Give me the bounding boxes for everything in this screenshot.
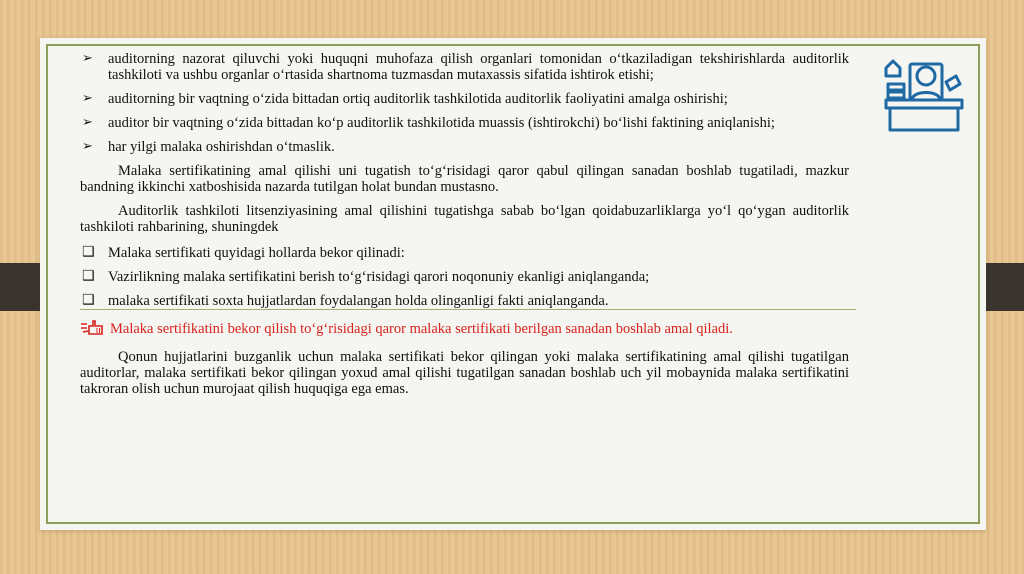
bullet-text: malaka sertifikati soxta hujjatlardan foydalangan holda olinganligi fakti aniqlanganda. [108, 293, 609, 309]
office-worker-desk-icon [882, 54, 964, 132]
paragraph-1: Malaka sertifikatining amal qilishi uni tugatish to‘g‘risidagi qaror qabul qilingan sanadan boshlab tugatiladi, mazkur bandning ikkinchi xatboshisida nazarda tutilgan holat bundan mustasno. [80, 163, 849, 195]
slide-content [80, 51, 849, 397]
square-bullet-icon: ❑ [82, 268, 95, 284]
bullet-item [80, 139, 849, 155]
bullet-item [80, 51, 849, 83]
arrow-bullet-icon: ➢ [82, 91, 93, 106]
paragraph-3: Qonun hujjatlarini buzganlik uchun malaka sertifikati bekor qilingan yoki malaka sertifikatining amal qilishi tugatilgan auditorlar, malaka sertifikati bekor qilingan yoxud amal qilishi tugatilgan sanadan boshlab uch yil mobaynida malaka sertifikatini takroran olish uchun murojaat qilish huquqiga ega emas. [80, 349, 849, 397]
red-note-text: Malaka sertifikatini bekor qilish to‘g‘risidagi qaror malaka sertifikati berilgan sanadan boshlab amal qiladi. [110, 321, 733, 337]
bullet-text: har yilgi malaka oshirishdan o‘tmaslik. [108, 139, 335, 155]
bullet-text: auditor bir vaqtning o‘zida bittadan ko‘p auditorlik tashkilotida muassis (ishtirokchi) bo‘lishi faktining aniqlanishi; [108, 115, 775, 131]
bullet-text: Malaka sertifikati quyidagi hollarda bekor qilinadi: [108, 245, 405, 261]
bullet-text: auditorning bir vaqtning o‘zida bittadan ortiq auditorlik tashkilotida auditorlik faoliyatini amalga oshirishi; [108, 91, 728, 107]
checkbox-bullet-item [80, 245, 849, 261]
slide-card [40, 38, 986, 530]
red-note [80, 319, 849, 337]
bullet-item [80, 115, 849, 131]
arrow-bullet-icon: ➢ [82, 139, 93, 154]
bullet-item [80, 91, 849, 107]
pointing-hand-icon [80, 319, 110, 336]
arrow-bullet-icon: ➢ [82, 51, 93, 66]
arrow-bullet-icon: ➢ [82, 115, 93, 130]
paragraph-2: Auditorlik tashkiloti litsenziyasining amal qilishini tugatishga sabab bo‘lgan qoidabuzarliklarga yo‘l qo‘ygan auditorlik tashkiloti rahbarining, shuningdek [80, 203, 849, 235]
bullet-text: Vazirlikning malaka sertifikatini berish to‘g‘risidagi qarori noqonuniy ekanligi aniqlanganda; [108, 269, 650, 285]
square-bullet-icon: ❑ [82, 244, 95, 260]
checkbox-bullet-item [80, 293, 849, 309]
bullet-text: auditorning nazorat qiluvchi yoki huquqni muhofaza qilish organlari tomonidan o‘tkaziladigan tekshirishlarda auditorlik tashkiloti va ushbu organlar o‘rtasida shartnoma tuzmasdan mutaxassis sifatida ishtirok etishi; [108, 51, 849, 83]
square-bullet-icon: ❑ [82, 292, 95, 308]
left-decor-bar [0, 263, 44, 311]
divider-line [80, 309, 856, 310]
checkbox-bullet-item [80, 269, 849, 285]
